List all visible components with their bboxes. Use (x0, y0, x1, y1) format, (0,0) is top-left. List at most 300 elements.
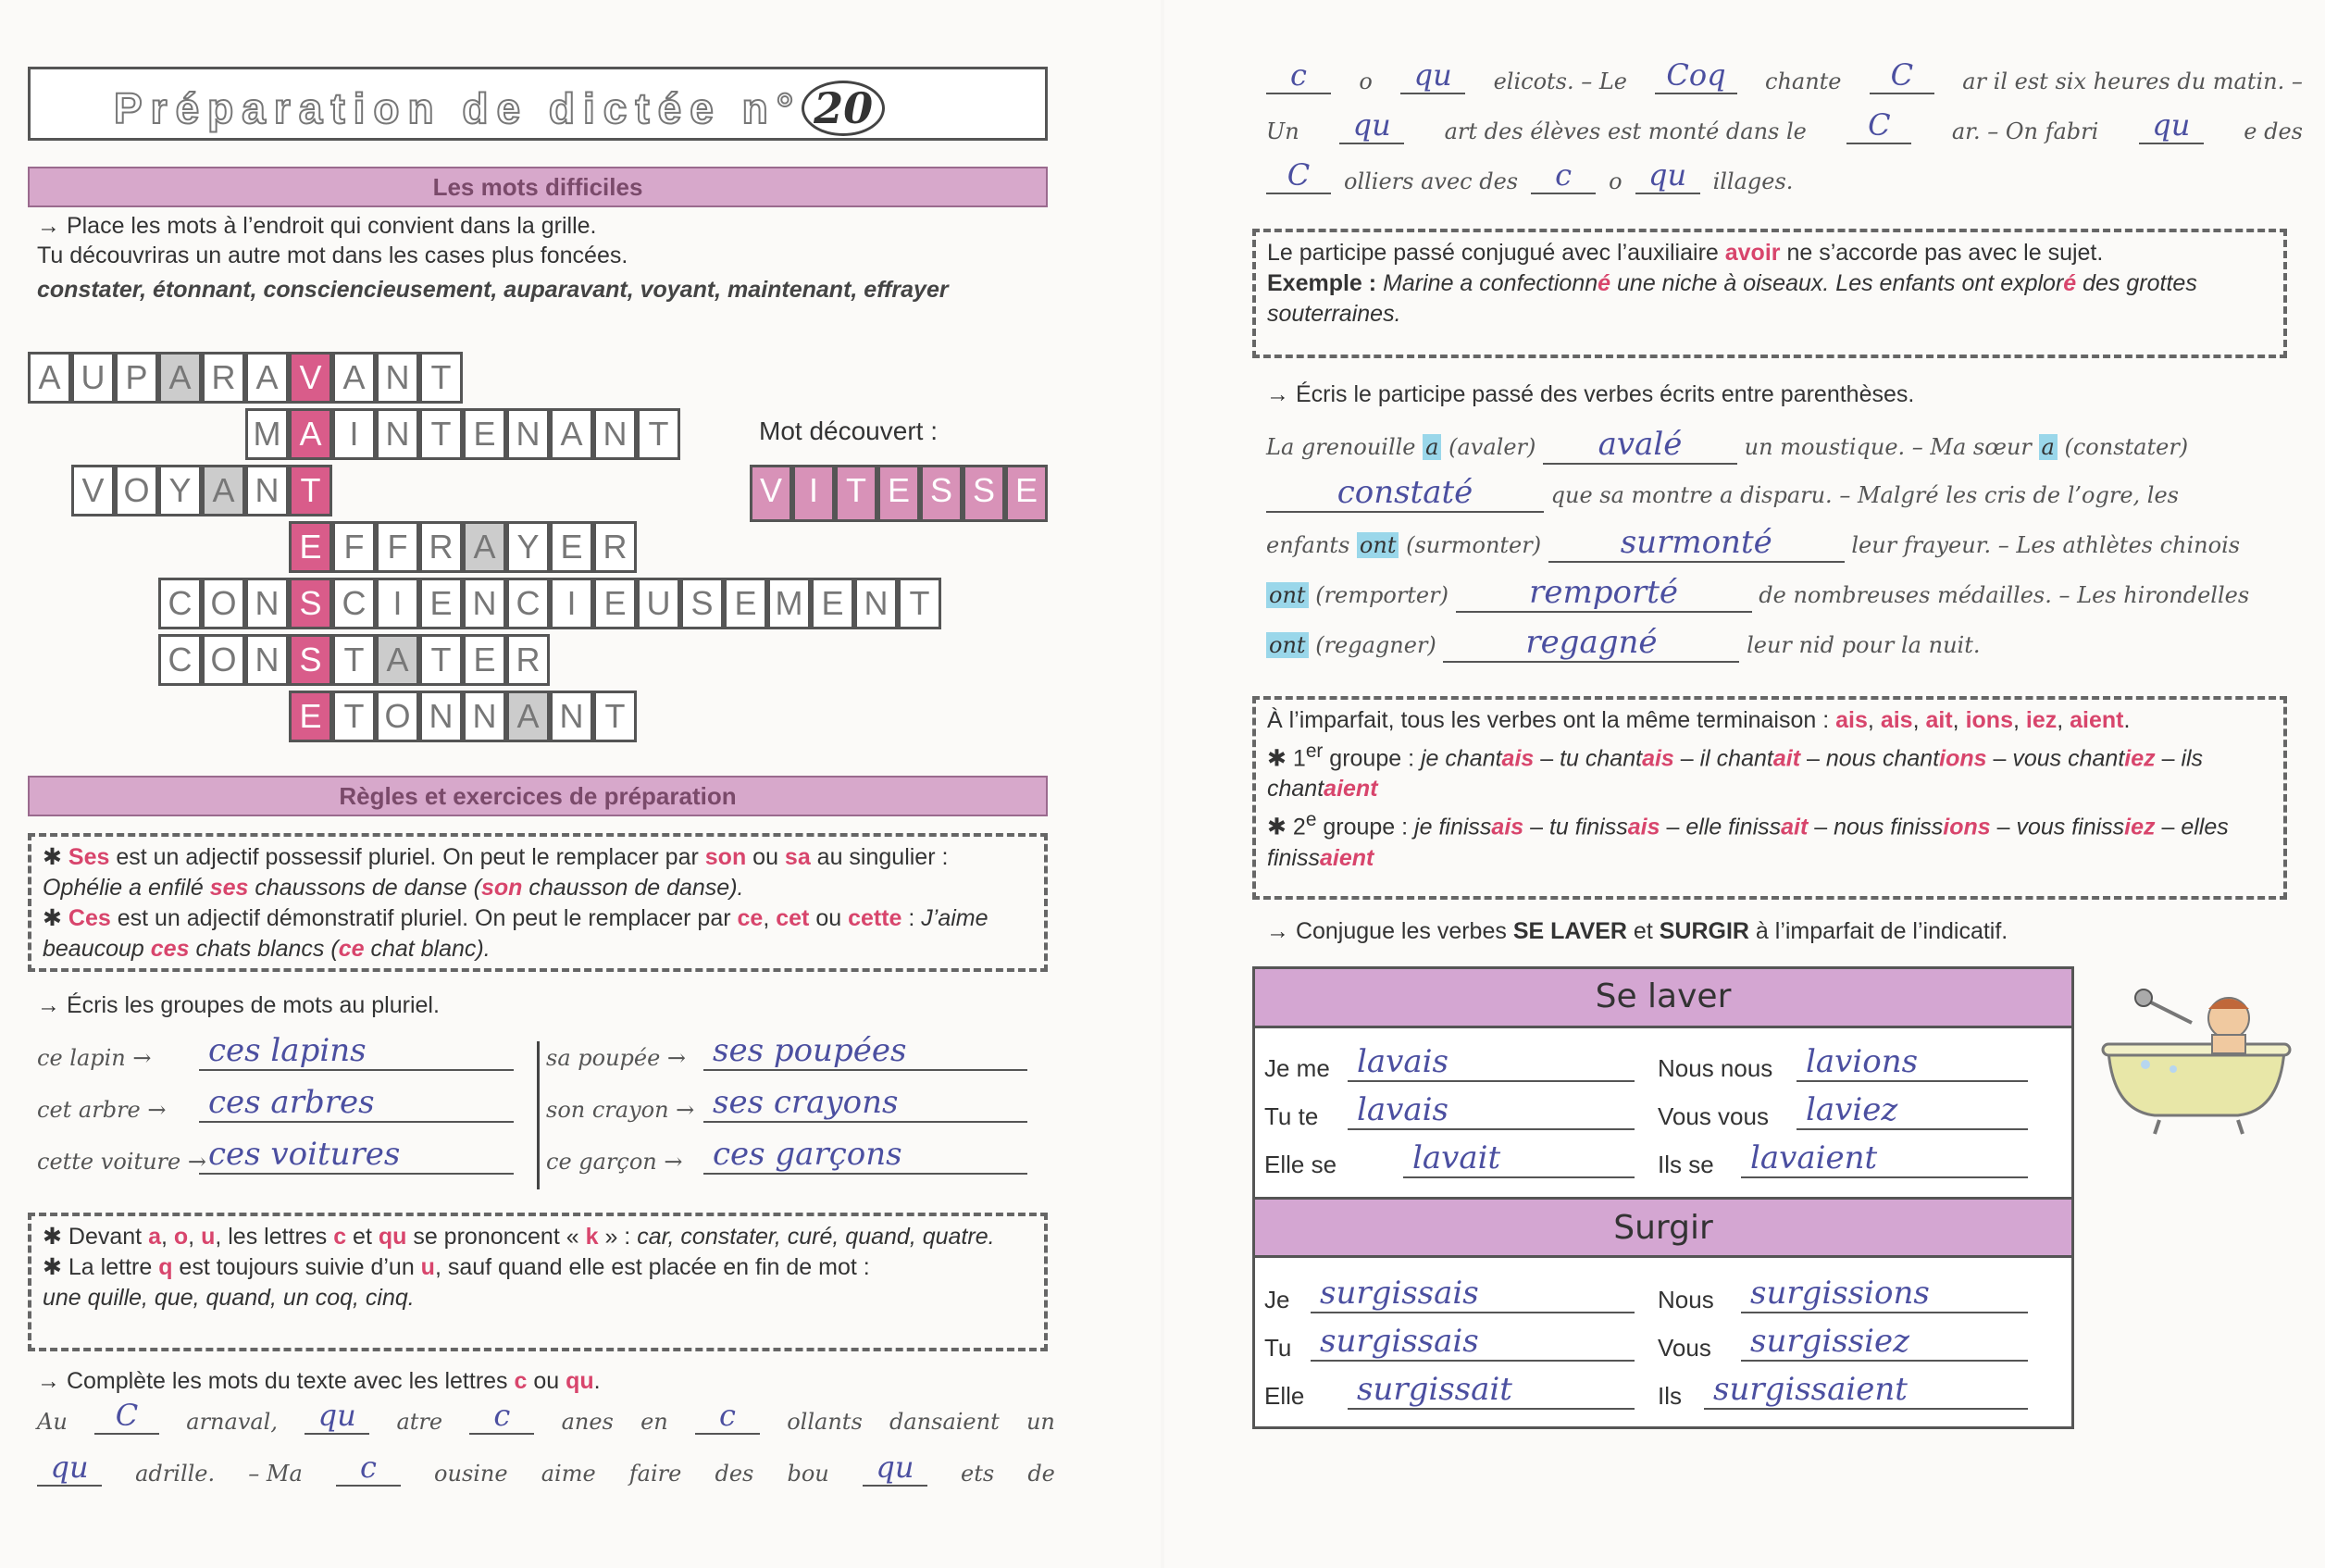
verb-stem: tu chant (1560, 745, 1643, 772)
text-word: dansaient (889, 1409, 1000, 1435)
grid-cell[interactable]: F (376, 521, 419, 573)
pluriel-answer[interactable]: ces garçons (703, 1136, 1027, 1175)
grid-cell[interactable]: P (115, 352, 158, 404)
conjugation-row (1658, 1275, 2056, 1319)
grid-cell[interactable]: N (245, 578, 289, 629)
letter-u-2: u (420, 1254, 435, 1280)
title-box (28, 67, 1048, 141)
participe-rule-text (1267, 238, 2272, 268)
text-word: atre (396, 1409, 443, 1435)
imparfait-group-2: ✱ 2e groupe : je finissais – tu finissais – elle finissait – nous finissions – vous finissiez – elles finissaient (1267, 809, 2229, 871)
conjugue-text-3: à l’imparfait de l’indicatif. (1748, 918, 2008, 944)
word-cette: cette (848, 905, 902, 931)
verb-stem: nous chant (1825, 745, 1940, 772)
participe-answer-constate[interactable]: constaté (1266, 474, 1544, 513)
participe-text-3a: enfants (1266, 532, 1350, 558)
pluriel-answer[interactable]: ces arbres (199, 1084, 514, 1123)
participe-answer-avale[interactable]: avalé (1543, 426, 1737, 465)
grid-cell[interactable]: E (724, 578, 767, 629)
bathtub-illustration (2090, 981, 2303, 1139)
pronoun: Je me (1264, 1054, 1330, 1082)
conjugation-row (1658, 1371, 2056, 1415)
conjugue-instruction (1266, 918, 2008, 945)
grid-cell[interactable]: T (419, 352, 463, 404)
fill-in-blank[interactable]: C (1870, 57, 1934, 94)
ending: ais (1835, 707, 1868, 733)
dictation-line-4 (1266, 107, 2303, 144)
grid-cell[interactable]: R (506, 634, 550, 686)
grid-cell[interactable]: T (332, 691, 376, 742)
grid-cell[interactable]: E (289, 521, 332, 573)
participe-exercise (1266, 417, 2303, 694)
verb-ending: aient (1324, 776, 1378, 803)
conjugation-answer[interactable]: surgissiez (1741, 1323, 2028, 1362)
text-word: olliers avec des (1344, 168, 1519, 194)
verb-se-laver: SE LAVER (1512, 918, 1627, 944)
text-word: ar. – On fabri (1951, 118, 2099, 144)
ces-rule-text-ou: ou (809, 905, 849, 931)
verb-ending: ais (1491, 814, 1524, 840)
grid-cell[interactable]: N (854, 578, 898, 629)
pluriel-row (37, 1084, 537, 1130)
example-ending-2: é (2063, 270, 2077, 296)
crossword-grid (0, 352, 930, 759)
text-word: anes (561, 1409, 614, 1435)
grid-cell[interactable]: O (202, 578, 245, 629)
pluriel-row (37, 1136, 537, 1182)
grid-cell[interactable]: E (419, 578, 463, 629)
ces-example-word-2: ce (338, 936, 365, 962)
k-rule-line2: ✱ La lettre q est toujours suivie d’un u, sauf quand elle est placée en fin de mot : (43, 1254, 870, 1280)
grid-cell[interactable]: N (463, 691, 506, 742)
complete-instruction-text: → Complète les mots du texte avec les lettres (37, 1368, 515, 1394)
conjugation-row (1658, 1323, 2056, 1367)
imparfait-rule-line: À l’imparfait, tous les verbes ont la même terminaison : ais, ais, ait, ions, iez, aient. (1267, 707, 2131, 733)
grid-cell[interactable]: U (637, 578, 680, 629)
pronoun: Elle (1264, 1382, 1305, 1410)
verb-ending: ait (1781, 814, 1809, 840)
participe-text-1a: La grenouille (1266, 434, 1416, 460)
grid-cell[interactable]: C (506, 578, 550, 629)
grid-cell[interactable]: N (376, 352, 419, 404)
conjugation-answer[interactable]: surgissais (1311, 1323, 1635, 1362)
fill-in-blank[interactable]: C (1266, 157, 1331, 194)
dictation-line-2 (37, 1450, 1055, 1487)
participe-text-1b: (avaler) (1448, 434, 1536, 460)
ses-example-3: chausson de danse). (522, 875, 744, 901)
fill-in-blank[interactable]: qu (2139, 107, 2204, 144)
group1-sup: er (1305, 740, 1324, 762)
conjugation-row (1658, 1139, 2056, 1184)
grid-cell[interactable]: U (71, 352, 115, 404)
text-word: o (1359, 68, 1373, 94)
ending: ais (1880, 707, 1913, 733)
participe-line-5 (1266, 624, 1980, 663)
pluriel-source: ce lapin → (37, 1045, 152, 1071)
fill-in-blank[interactable]: C (1846, 107, 1911, 144)
grid-cell[interactable]: E (593, 578, 637, 629)
grid-cell[interactable]: I (376, 578, 419, 629)
grid-cell[interactable]: V (289, 352, 332, 404)
k-rule-text-5: » : (598, 1224, 638, 1250)
conjugation-row (1264, 1275, 1662, 1319)
ces-example-word: ces (150, 936, 190, 962)
mot-decouvert-cell[interactable]: I (792, 465, 835, 522)
verb-stem: vous finiss (2016, 814, 2125, 840)
conjugation-row (1264, 1091, 1662, 1136)
conjugation-answer[interactable]: surgissions (1741, 1275, 2028, 1313)
participe-line-3 (1266, 524, 2240, 563)
k-rule-text-2: , les lettres (215, 1224, 334, 1250)
letter-o: o (173, 1224, 189, 1250)
grid-cell[interactable]: A (463, 521, 506, 573)
pronoun: Vous vous (1658, 1102, 1769, 1130)
grid-cell[interactable]: Y (158, 465, 202, 516)
grid-cell[interactable]: Y (506, 521, 550, 573)
grid-cell[interactable]: T (898, 578, 941, 629)
text-word: aime (541, 1461, 596, 1487)
participe-rule-t1: Le participe passé conjugué avec l’auxiliaire (1267, 240, 1725, 266)
text-word: ousine (434, 1461, 508, 1487)
example-label: Exemple : (1267, 270, 1384, 296)
text-word: en (640, 1409, 668, 1435)
k-rule-text-3: et (346, 1224, 379, 1250)
text-word: Un (1266, 118, 1299, 144)
grid-cell[interactable]: I (332, 408, 376, 460)
text-word: ollants (787, 1409, 863, 1435)
participe-text-5b: leur nid pour la nuit. (1747, 632, 1981, 658)
grid-cell[interactable]: O (115, 465, 158, 516)
conjugation-row (1264, 1323, 1662, 1367)
example-ending-1: é (1598, 270, 1611, 296)
participe-instruction: → Écris le participe passé des verbes écrits entre parenthèses. (1266, 381, 1915, 407)
grid-cell[interactable]: T (332, 634, 376, 686)
complete-letters-qu: qu (566, 1368, 594, 1394)
instruction-mot-cache: Tu découvriras un autre mot dans les cases plus foncées. (37, 243, 628, 268)
word-sa: sa (784, 844, 811, 870)
pluriel-source: ce garçon → (546, 1149, 683, 1175)
participe-text-4b: de nombreuses médailles. – Les hirondelles (1759, 582, 2250, 608)
participe-line-4 (1266, 574, 2249, 613)
conjugation-answer[interactable]: lavais (1348, 1091, 1635, 1130)
conjugue-text-1: → Conjugue les verbes (1266, 918, 1513, 944)
fill-in-blank[interactable]: Coq (1655, 57, 1736, 94)
participe-text-2a: que sa montre a disparu. – Malgré les cris de l’ogre, les (1550, 482, 2179, 508)
participe-text-1c: un moustique. – Ma sœur (1744, 434, 2032, 460)
pronoun: Nous nous (1658, 1054, 1773, 1082)
grid-cell[interactable]: T (419, 408, 463, 460)
grid-cell[interactable]: S (680, 578, 724, 629)
verb-stem: elle finiss (1685, 814, 1782, 840)
fill-in-blank[interactable]: qu (1339, 107, 1404, 144)
pluriel-answer[interactable]: ses poupées (703, 1032, 1027, 1071)
dictation-text-left (37, 1398, 1055, 1518)
fill-in-blank[interactable]: C (94, 1398, 159, 1435)
verb-ending: ais (1627, 814, 1660, 840)
pluriel-source: son crayon → (546, 1097, 695, 1123)
grid-cell[interactable]: A (202, 465, 245, 516)
text-word: illages. (1712, 168, 1794, 194)
verb-ending: ions (1939, 745, 1987, 772)
participe-rule-box (1252, 229, 2287, 358)
page-title-text: Préparation de dictée n° (114, 84, 802, 132)
complete-letter-c: c (514, 1368, 528, 1394)
pluriel-divider (537, 1041, 540, 1189)
grid-cell[interactable]: I (550, 578, 593, 629)
grid-cell[interactable]: N (550, 691, 593, 742)
fill-in-blank[interactable]: c (695, 1398, 760, 1435)
conjugation-answer[interactable]: laviez (1797, 1091, 2028, 1130)
grid-cell[interactable]: N (245, 465, 289, 516)
fill-in-blank[interactable]: c (1266, 57, 1331, 94)
participe-line-1 (1266, 426, 2303, 465)
group2-forms: je finissais – tu finissais – elle finissait – nous finissions – vous finissiez – elles finissaient (1267, 814, 2229, 871)
verb-stem: je finiss (1414, 814, 1492, 840)
dictation-line-5 (1266, 157, 1793, 194)
example-part-2: une niche à oiseaux. Les enfants ont explor (1610, 270, 2064, 296)
pluriel-row (546, 1136, 1046, 1182)
participe-rule-t2: ne s’accorde pas avec le sujet. (1780, 240, 2104, 266)
k-rule-text-1: Devant (68, 1224, 149, 1250)
participe-answer-regagne[interactable]: regagné (1443, 624, 1739, 663)
word-ces: Ces (68, 905, 111, 931)
grid-cell[interactable]: A (245, 352, 289, 404)
participe-text-4a: (remporter) (1315, 582, 1448, 608)
pluriel-answer[interactable]: ces lapins (199, 1032, 514, 1071)
aux-highlight-ont-1: ont (1357, 532, 1399, 558)
grid-cell[interactable]: E (463, 408, 506, 460)
conjugation-row (1264, 1371, 1662, 1415)
dictation-line-1 (37, 1398, 1055, 1435)
ces-rule-colon: : (901, 905, 922, 931)
letter-k: k (585, 1224, 599, 1250)
conjugation-row (1264, 1043, 1662, 1088)
grid-cell[interactable]: N (593, 408, 637, 460)
letter-q: q (158, 1254, 173, 1280)
ces-example: J’aime beaucoup (43, 905, 988, 962)
text-word: arnaval, (186, 1409, 278, 1435)
section-header-regles: Règles et exercices de préparation (28, 776, 1048, 816)
text-word: Au (37, 1409, 68, 1435)
grid-cell[interactable]: N (463, 578, 506, 629)
pronoun: Je (1264, 1286, 1290, 1313)
text-word: bou (787, 1461, 829, 1487)
ses-rule-text: est un adjectif possessif pluriel. On peut le remplacer par (109, 844, 705, 870)
ending: ait (1925, 707, 1953, 733)
mot-decouvert-cell[interactable]: E (1005, 465, 1048, 522)
fill-in-blank[interactable]: qu (37, 1450, 102, 1487)
participe-answer-surmonte[interactable]: surmonté (1548, 524, 1845, 563)
pluriel-answer[interactable]: ses crayons (703, 1084, 1027, 1123)
q-rule-text-2: est toujours suivie d’un (172, 1254, 421, 1280)
grid-cell[interactable]: E (550, 521, 593, 573)
participe-text-1d: (constater) (2064, 434, 2189, 460)
pluriel-row (37, 1032, 537, 1078)
q-rule-text-3: , sauf quand elle est placée en fin de mot : (434, 1254, 870, 1280)
pluriel-exercise (37, 1032, 1055, 1189)
imparfait-group-1: ✱ 1er groupe : je chantais – tu chantais – il chantait – nous chantions – vous chantiez – ils chantaient (1267, 740, 2204, 803)
group1-label: groupe : (1323, 745, 1421, 772)
q-rule-text-1: La lettre (68, 1254, 159, 1280)
ces-rule-text: est un adjectif démonstratif pluriel. On peut le remplacer par (110, 905, 738, 931)
group2-sup: e (1305, 809, 1317, 831)
ending: aient (2070, 707, 2124, 733)
verb-stem: ils chant (1267, 745, 2204, 803)
conjugation-row (1658, 1043, 2056, 1088)
conjugation-row (1658, 1091, 2056, 1136)
pronoun: Elle se (1264, 1151, 1337, 1178)
ses-example-word-2: son (480, 875, 523, 901)
k-rule-line1: ✱ Devant a, o, u, les lettres c et qu se prononcent « k » : car, constater, curé, quand, quatre. (43, 1224, 995, 1250)
grid-cell[interactable]: A (332, 352, 376, 404)
grid-cell[interactable]: O (376, 691, 419, 742)
aux-highlight-2: a (2039, 434, 2058, 460)
participe-text-5a: (regagner) (1315, 632, 1436, 658)
grid-cell[interactable]: M (245, 408, 289, 460)
grid-cell[interactable]: N (376, 408, 419, 460)
group2-number: 2 (1292, 814, 1306, 840)
letters-qu: qu (378, 1224, 407, 1250)
grid-cell[interactable]: O (202, 634, 245, 686)
word-ses: Ses (68, 844, 110, 870)
grid-cell[interactable]: A (506, 691, 550, 742)
verb-ending: ions (1943, 814, 1991, 840)
grid-cell[interactable]: T (637, 408, 680, 460)
participe-text-3c: leur frayeur. – Les athlètes chinois (1851, 532, 2241, 558)
k-rule-example: car, constater, curé, quand, quatre. (637, 1224, 995, 1250)
aux-highlight-ont-3: ont (1266, 632, 1309, 658)
fill-in-blank[interactable]: qu (863, 1450, 927, 1487)
pronoun: Tu (1264, 1334, 1292, 1362)
verb-ending: ais (1642, 745, 1674, 772)
group1-number: 1 (1292, 745, 1306, 772)
grid-cell[interactable]: A (158, 352, 202, 404)
grid-cell[interactable]: A (28, 352, 71, 404)
mot-decouvert-cell[interactable]: S (920, 465, 963, 522)
fill-in-blank[interactable]: qu (305, 1398, 369, 1435)
participe-line-2 (1266, 474, 2179, 513)
verb-stem: je chant (1420, 745, 1502, 772)
section-header-mots-difficiles: Les mots difficiles (28, 167, 1048, 207)
conjugation-answer[interactable]: surgissais (1311, 1275, 1635, 1313)
grid-cell[interactable]: F (332, 521, 376, 573)
grid-cell[interactable]: S (289, 578, 332, 629)
group1-forms: je chantais – tu chantais – il chantait – nous chantions – vous chantiez – ils chantaient (1267, 745, 2204, 803)
grid-cell[interactable]: N (245, 634, 289, 686)
pluriel-instruction: → Écris les groupes de mots au pluriel. (37, 992, 440, 1018)
fill-in-blank[interactable]: c (336, 1450, 401, 1487)
pronoun: Tu te (1264, 1102, 1319, 1130)
k-rule-text-4: se prononcent « (406, 1224, 586, 1250)
text-word: art des élèves est monté dans le (1444, 118, 1807, 144)
conjugation-answer[interactable]: lavaient (1741, 1139, 2028, 1178)
grid-cell[interactable]: T (289, 465, 332, 516)
grid-cell[interactable]: N (506, 408, 550, 460)
grid-cell[interactable]: C (158, 634, 202, 686)
pronoun: Nous (1658, 1286, 1714, 1313)
grid-cell[interactable]: S (289, 634, 332, 686)
instruction-place-mots: → Place les mots à l’endroit qui convient dans la grille. (37, 213, 597, 239)
verb-stem: il chant (1699, 745, 1773, 772)
grid-cell[interactable]: M (767, 578, 811, 629)
grid-cell[interactable]: V (71, 465, 115, 516)
aux-highlight-1: a (1423, 434, 1441, 460)
text-word: ar il est six heures du matin. – (1962, 68, 2303, 94)
participe-answer-remporte[interactable]: remporté (1456, 574, 1752, 613)
text-word: des (715, 1461, 754, 1487)
fill-in-blank[interactable]: qu (1400, 57, 1465, 94)
dictation-line-3 (1266, 57, 2303, 94)
grid-cell[interactable]: A (376, 634, 419, 686)
grid-cell[interactable]: E (463, 634, 506, 686)
letter-a: a (148, 1224, 161, 1250)
participe-text-3b: (surmonter) (1406, 532, 1542, 558)
grid-cell[interactable]: A (550, 408, 593, 460)
k-rule-line3 (43, 1283, 1033, 1313)
conjugation-answer[interactable]: lavais (1348, 1043, 1635, 1082)
participe-example (1267, 268, 2272, 330)
fill-in-blank[interactable]: c (469, 1398, 534, 1435)
example-part-1: Marine a confectionn (1383, 270, 1598, 296)
grid-cell[interactable]: C (332, 578, 376, 629)
grid-cell[interactable]: T (419, 634, 463, 686)
conjugation-answer[interactable]: surgissaient (1704, 1371, 2028, 1410)
grid-cell[interactable]: A (289, 408, 332, 460)
text-word: un (1026, 1409, 1055, 1435)
conjugation-answer[interactable]: lavions (1797, 1043, 2028, 1082)
word-avoir: avoir (1724, 240, 1781, 266)
grid-cell[interactable]: C (158, 578, 202, 629)
pluriel-source: cet arbre → (37, 1097, 167, 1123)
conjugation-answer[interactable]: lavait (1403, 1139, 1635, 1178)
fill-in-blank[interactable]: qu (1635, 157, 1700, 194)
mot-decouvert-cell[interactable]: S (963, 465, 1005, 522)
pluriel-answer[interactable]: ces voitures (199, 1136, 514, 1175)
q-rule-example: une quille, que, quand, un coq, cinq. (43, 1285, 415, 1311)
mot-decouvert-cell[interactable]: E (877, 465, 920, 522)
grid-cell[interactable]: N (419, 691, 463, 742)
pronoun: Vous (1658, 1334, 1711, 1362)
mot-decouvert-word (750, 465, 1048, 522)
text-word: adrille. (135, 1461, 216, 1487)
text-word: – Ma (248, 1461, 303, 1487)
ses-rule-text-ou: ou (746, 844, 785, 870)
word-list: constater, étonnant, consciencieusement, auparavant, voyant, maintenant, effrayer (37, 277, 949, 303)
grid-cell[interactable]: T (593, 691, 637, 742)
word-cet: cet (776, 905, 810, 931)
grid-cell[interactable]: E (289, 691, 332, 742)
pluriel-source: sa poupée → (546, 1045, 687, 1071)
mot-decouvert-label: Mot découvert : (759, 417, 938, 445)
verb-stem: elles finiss (1267, 814, 2229, 871)
grid-cell[interactable]: R (593, 521, 637, 573)
ces-rule: ✱ Ces est un adjectif démonstratif pluriel. On peut le remplacer par ce, cet ou cette : J’aime beaucoup ces chats blancs (ce chat blanc). (43, 905, 988, 962)
grid-cell[interactable]: R (419, 521, 463, 573)
pluriel-source: cette voiture → (37, 1149, 206, 1175)
left-page (0, 0, 1161, 1568)
aux-highlight-ont-2: ont (1266, 582, 1309, 608)
conjugation-answer[interactable]: surgissait (1348, 1371, 1635, 1410)
grid-cell[interactable]: R (202, 352, 245, 404)
mot-decouvert-cell[interactable]: T (835, 465, 877, 522)
dictee-number: 20 (802, 81, 885, 136)
complete-ou: ou (527, 1368, 566, 1394)
imparfait-endings: ais, ais, ait, ions, iez, aient (1835, 707, 2124, 733)
fill-in-blank[interactable]: c (1531, 157, 1596, 194)
conjugation-tables (1252, 966, 2074, 1429)
grid-cell[interactable]: E (811, 578, 854, 629)
mot-decouvert-cell[interactable]: V (750, 465, 792, 522)
